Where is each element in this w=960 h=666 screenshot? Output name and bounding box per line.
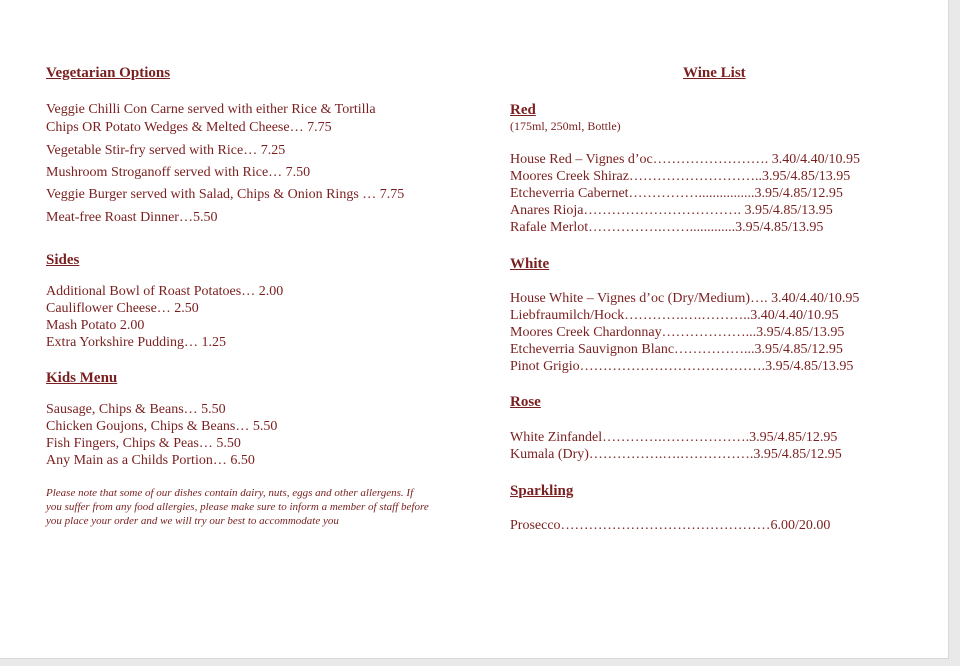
menu-item-roast-potatoes: Additional Bowl of Roast Potatoes… 2.00	[46, 284, 284, 299]
allergen-note: Please note that some of our dishes contain dairy, nuts, eggs and other allergens. If you suffer from any food allergies, please make sure to inform a member of staff before you place your order and we will try our best to accommodate you	[46, 487, 429, 527]
menu-item-cauliflower-cheese: Cauliflower Cheese… 2.50	[46, 301, 199, 316]
wine-item-kumala: Kumala (Dry)…………….….…………….3.95/4.85/12.95	[510, 447, 842, 462]
wine-item-pinot-grigio: Pinot Grigio………………………………….3.95/4.85/13.95	[510, 359, 854, 374]
menu-item-veggie-chilli-line1: Veggie Chilli Con Carne served with either Rice & Tortilla	[46, 102, 376, 117]
menu-item-fish-fingers: Fish Fingers, Chips & Peas… 5.50	[46, 436, 241, 451]
wine-item-sauvignon-blanc: Etcheverria Sauvignon Blanc……………...3.95/4.85/12.95	[510, 342, 843, 357]
menu-item-mash-potato: Mash Potato 2.00	[46, 318, 145, 333]
red-subheading: (175ml, 250ml, Bottle)	[510, 119, 621, 133]
sparkling-heading: Sparkling	[510, 483, 574, 499]
wine-item-prosecco: Prosecco………………………………………6.00/20.00	[510, 518, 831, 533]
wine-item-anares-rioja: Anares Rioja……………………………. 3.95/4.85/13.95	[510, 203, 833, 218]
wine-item-moores-shiraz: Moores Creek Shiraz………………………..3.95/4.85/13.95	[510, 169, 851, 184]
wine-item-house-red: House Red – Vignes d’oc……………………. 3.40/4.40/10.95	[510, 152, 861, 167]
wine-item-house-white: House White – Vignes d’oc (Dry/Medium)…. 3.40/4.40/10.95	[510, 291, 860, 306]
wine-item-white-zinfandel: White Zinfandel………….……………….3.95/4.85/12.95	[510, 430, 838, 445]
rose-heading: Rose	[510, 394, 541, 410]
menu-item-veggie-chilli-line2: Chips OR Potato Wedges & Melted Cheese… 7.75	[46, 120, 332, 135]
wine-item-moores-chardonnay: Moores Creek Chardonnay………………...3.95/4.85/13.95	[510, 325, 845, 340]
vegetarian-heading: Vegetarian Options	[46, 65, 171, 81]
menu-item-yorkshire-pudding: Extra Yorkshire Pudding… 1.25	[46, 335, 227, 350]
sides-heading: Sides	[46, 252, 80, 268]
menu-item-roast-dinner: Meat-free Roast Dinner…5.50	[46, 210, 218, 225]
menu-item-sausage: Sausage, Chips & Beans… 5.50	[46, 402, 226, 417]
menu-item-stroganoff: Mushroom Stroganoff served with Rice… 7.50	[46, 165, 311, 180]
menu-item-goujons: Chicken Goujons, Chips & Beans… 5.50	[46, 419, 278, 434]
red-heading: Red	[510, 102, 536, 118]
menu-item-stir-fry: Vegetable Stir-fry served with Rice… 7.25	[46, 143, 286, 158]
menu-item-veggie-burger: Veggie Burger served with Salad, Chips & Onion Rings … 7.75	[46, 187, 405, 202]
wine-item-liebfraumilch: Liebfraumilch/Hock………….….………..3.40/4.40/10.95	[510, 308, 839, 323]
white-heading: White	[510, 256, 550, 272]
wine-item-etcheverria-cabernet: Etcheverria Cabernet……………................3.95/4.85/12.95	[510, 186, 843, 201]
wine-list-heading: Wine List	[683, 65, 746, 81]
menu-item-childs-portion: Any Main as a Childs Portion… 6.50	[46, 453, 255, 468]
kids-menu-heading: Kids Menu	[46, 370, 118, 386]
wine-item-rafale-merlot: Rafale Merlot…………….…….............3.95/4.85/13.95	[510, 220, 824, 235]
